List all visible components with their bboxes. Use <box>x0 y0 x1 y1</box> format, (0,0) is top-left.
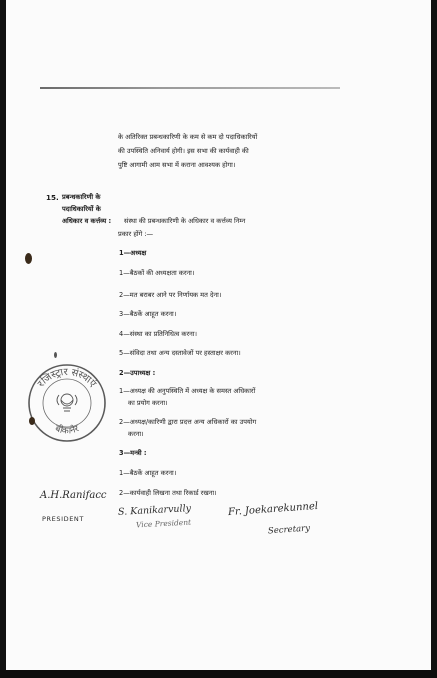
secretary-title-label: Secretary <box>267 523 311 537</box>
president-item-1: 1—बैठकों की अध्यक्षता करना। <box>119 269 195 277</box>
secretary-item-1: 1—बैठकें आहूत करना। <box>119 469 177 477</box>
seal-top-text: रजिस्ट्रार संस्थाएं <box>35 366 99 390</box>
secretary-item-2: 2—कार्यवाही लिखना तथा रिकार्ड रखना। <box>119 489 217 497</box>
vp-item-1-line-1: 1—अध्यक्ष की अनुपस्थिति में अध्यक्ष के समस्त अधिकारों <box>119 387 256 395</box>
svg-text:रजिस्ट्रार संस्थाएं <box>36 366 99 390</box>
ink-mark <box>54 352 57 358</box>
president-item-5: 5—संविदा तथा अन्य दस्तावेजों पर हस्ताक्षर करना। <box>119 349 241 357</box>
signature-secretary: Fr. Joekarekunnel <box>227 500 319 519</box>
vice-president-title-label: Vice President <box>135 517 192 530</box>
vp-item-2-line-1: 2—अध्यक्ष/कारिणी द्वारा प्रदत्त अन्य अधिकारों का उपयोग <box>119 418 257 426</box>
section-heading-line-2: पदाधिकारियों के <box>62 205 101 213</box>
president-item-4: 4—संस्था का प्रतिनिधित्व करना। <box>119 330 198 338</box>
seal-bottom-text: बीकानेर <box>53 424 81 437</box>
secretary-title: 3—मन्त्री : <box>119 449 147 457</box>
intro-line-2: की उपस्थिति अनिवार्य होगी। इस सभा की कार्यवाही की <box>118 147 249 155</box>
document-page <box>6 0 431 672</box>
president-item-3: 3—बैठकें आहूत करना। <box>119 310 177 318</box>
ink-smudge <box>25 253 32 264</box>
ink-smudge <box>29 417 35 425</box>
section-intro-line-1: संस्था की प्रबन्धकारिणी के अधिकार व कर्त्तव्य निम्न <box>124 217 246 225</box>
registrar-seal <box>26 362 108 444</box>
vp-item-1-line-2: का प्रयोग करना। <box>128 399 168 407</box>
signature-president: A.H.Ranifacc <box>40 490 107 501</box>
section-number: 15. <box>46 193 59 202</box>
president-item-2: 2—मत बराबर आने पर निर्णायक मत देना। <box>119 291 222 299</box>
section-label: अधिकार व कर्त्तव्य : <box>62 217 112 225</box>
section-heading-line-1: प्रबन्धकारिणी के <box>62 193 101 201</box>
intro-line-1: के अतिरिक्त प्रबन्धकारिणी के कम से कम दो पदाधिकारियों <box>118 133 258 141</box>
president-title-label: PRESIDENT <box>42 515 84 523</box>
vice-president-title: 2—उपाध्यक्ष : <box>119 369 156 377</box>
section-intro-line-2: प्रकार होंगे :— <box>118 230 154 238</box>
emblem-icon <box>57 394 77 411</box>
signature-vice-president: S. Kanikarvully <box>117 503 192 518</box>
header-rule <box>40 87 340 89</box>
scan-border <box>0 670 437 678</box>
vp-item-2-line-2: करना। <box>128 430 144 438</box>
svg-text:बीकानेर <box>54 422 81 436</box>
president-title: 1—अध्यक्ष <box>119 249 147 257</box>
intro-line-3: पुष्टि आगामी आम सभा में कराना आवश्यक होगा। <box>118 161 236 169</box>
